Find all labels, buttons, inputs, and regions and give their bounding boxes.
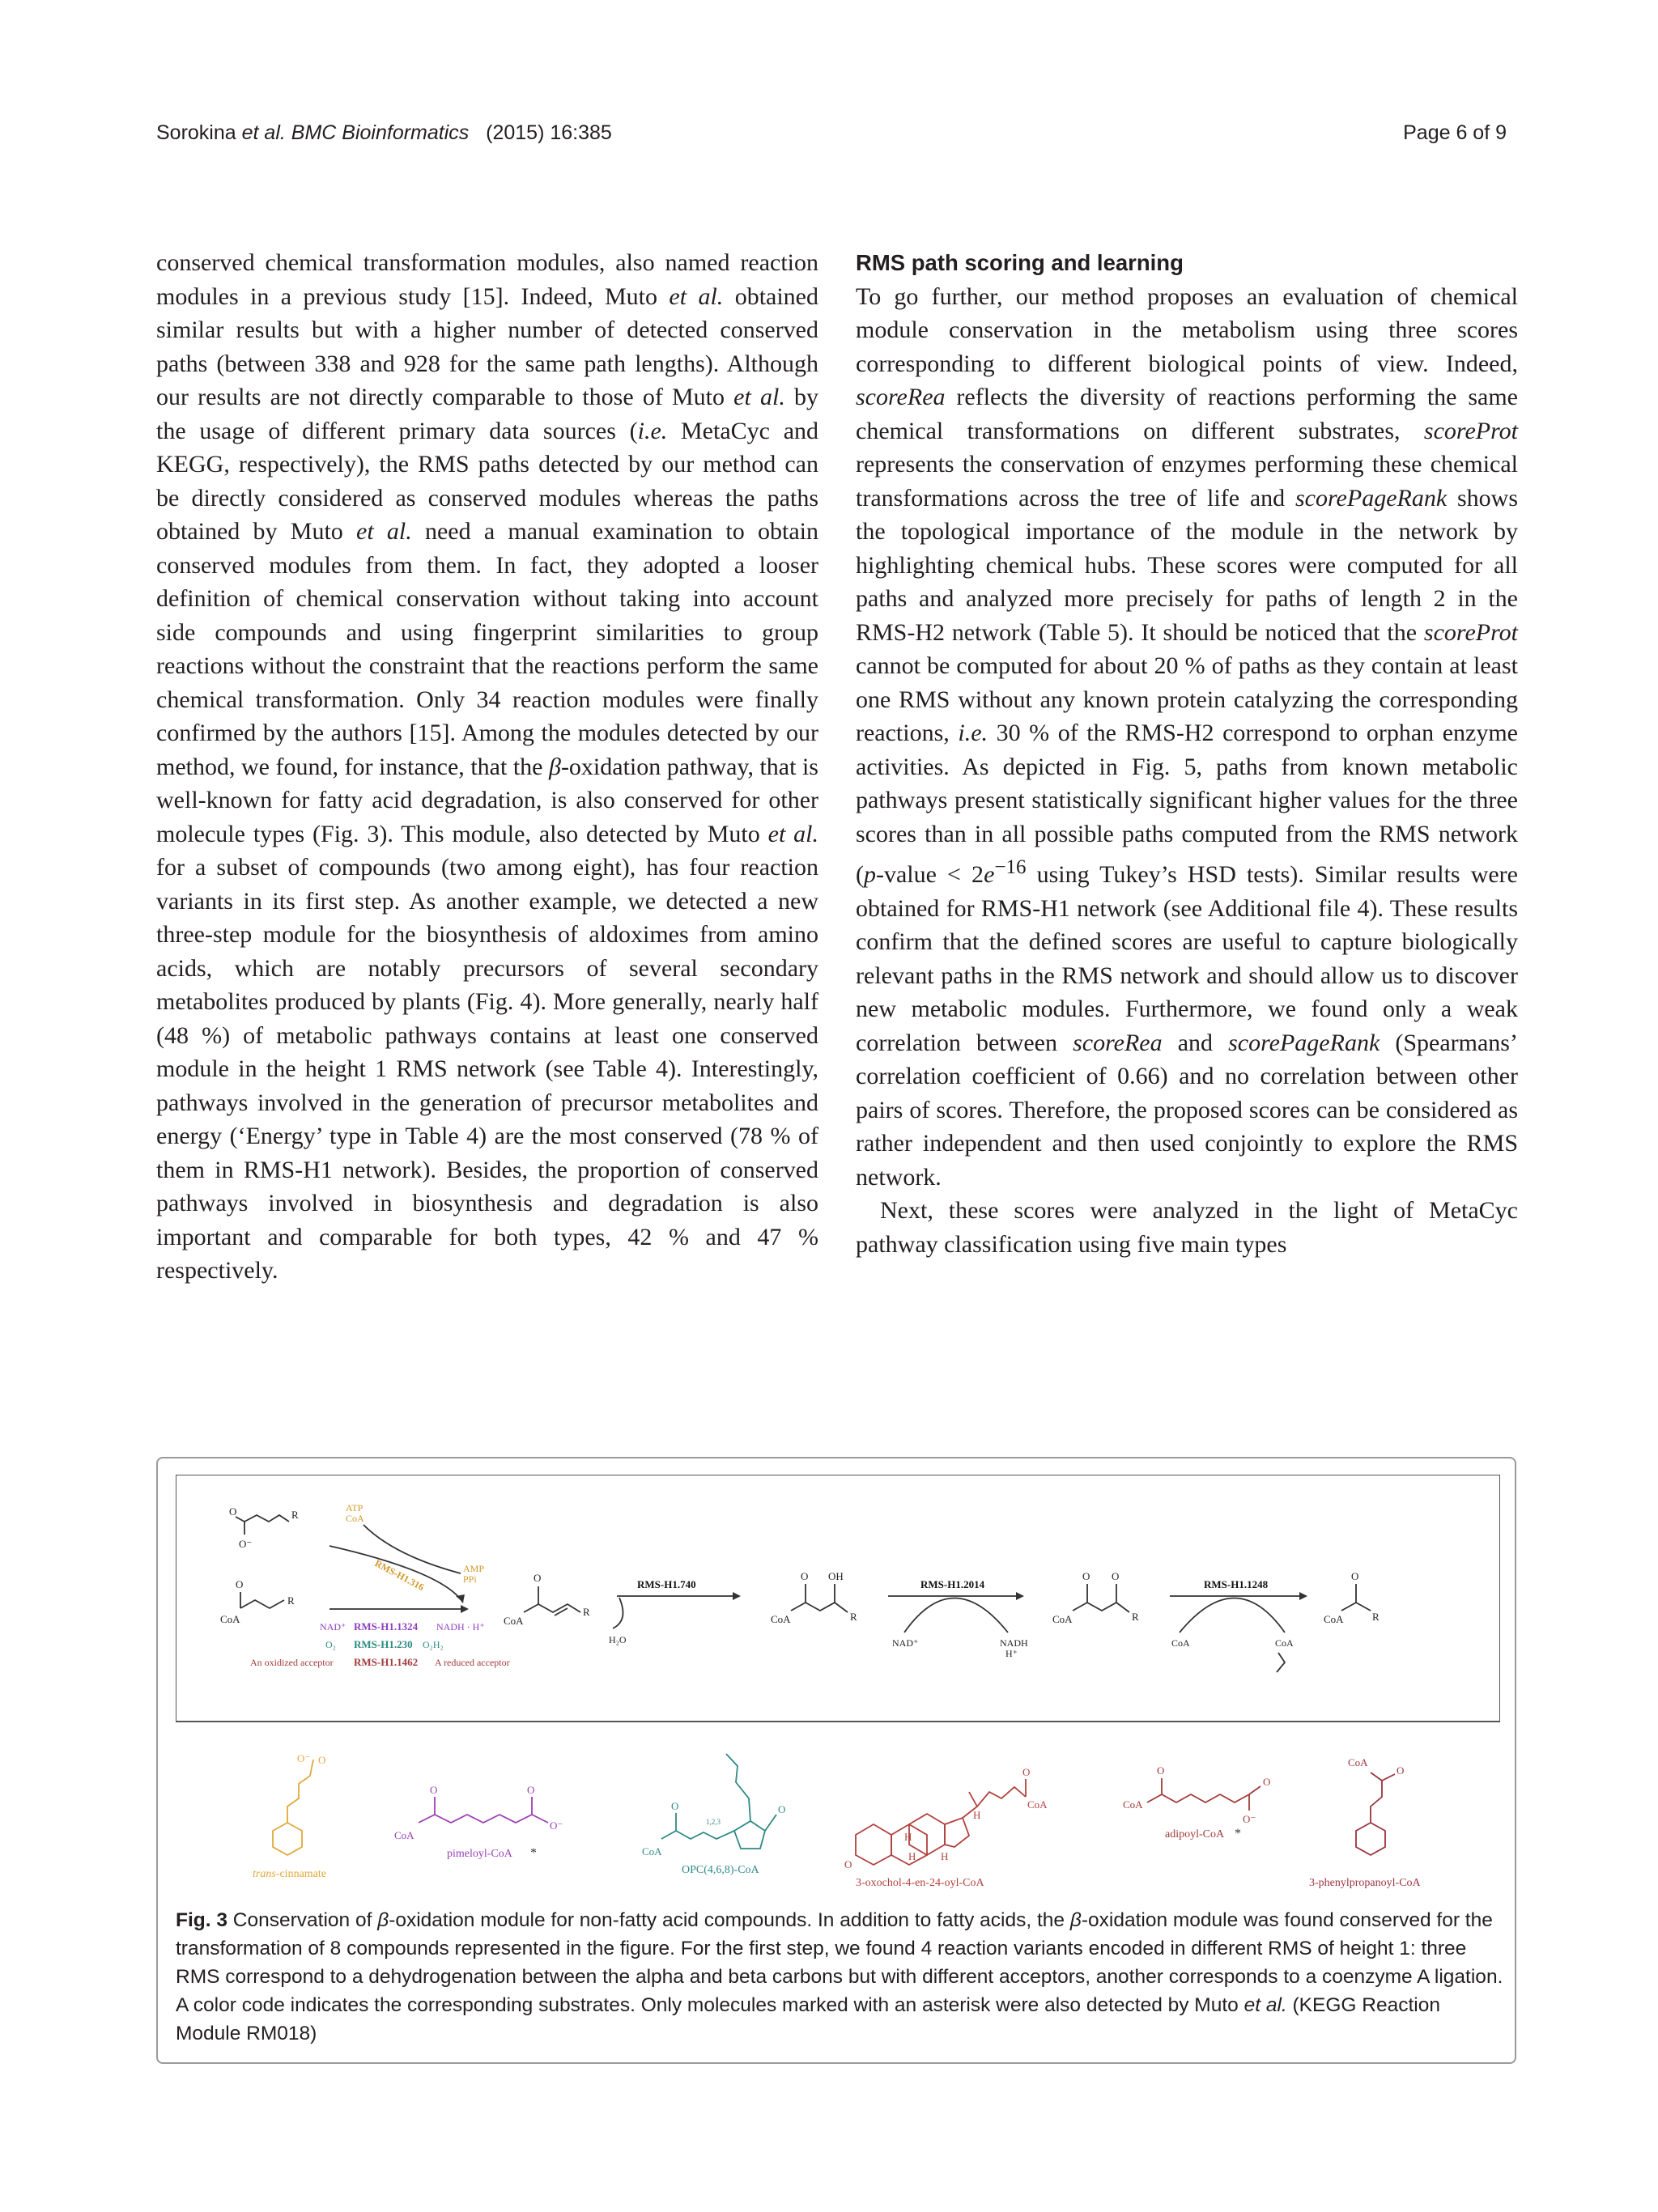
header-citation: (2015) 16:385 [486,121,612,144]
right-column [856,246,1518,1261]
left-paragraph: conserved chemical transformation modules, also named reaction modules in a previous study [15]. Indeed, Muto et al. obtained similar results but with a higher number of detected conserved paths (between 338 and 928 for the same path lengths). Although our results are not directly comparable to those of Muto et al. by the usage of different primary data sources (i.e. MetaCyc and KEGG, respectively), the RMS paths detected by our method can be directly considered as conserved modules whereas the paths obtained by Muto et al. need a manual examination to obtain conserved modules from them. In fact, they adopted a looser definition of chemical conservation without taking into account side compounds and using fingerprint similarities to group reactions without the constraint that the reactions perform the same chemical transformation. Only 34 reaction modules were finally confirmed by the authors [15]. Among the modules detected by our method, we found, for instance, that the β-oxidation pathway, that is well-known for fatty acid degradation, is also conserved for other molecule types (Fig. 3). This module, also detected by Muto et al. for a subset of compounds (two among eight), has four reaction variants in its first step. As another example, we detected a new three-step module for the biosynthesis of aldoximes from amino acids, which are notably precursors of several secondary metabolites produced by plants (Fig. 4). More generally, nearly half (48 %) of metabolic pathways contains at least one conserved module in the height 1 RMS network (see Table 4). Interestingly, pathways involved in the generation of precursor metabolites and energy (‘Energy’ type in Table 4) are the most conserved (78 % of them in RMS-H1 network). Besides, the proportion of conserved pathways involved in biosynthesis and degradation is also important and comparable for both types, 42 % and 47 % respectively. [156,249,819,1284]
oxochol-h1: H [904,1831,912,1843]
rms-h1-316-label: RMS-H1.316 [372,1557,427,1594]
enoyl-o: O [534,1572,542,1584]
oxochol-h2: H [908,1850,916,1862]
phenyl-ring [1356,1823,1385,1855]
oxochol-o2: O [1022,1766,1031,1778]
adipoyl-o2: O [1263,1776,1271,1788]
h2o-label: H₂O [609,1634,627,1645]
oxidation-cofactor-arc [904,1598,1008,1633]
opc-o2: O [778,1803,786,1815]
cinnamate-label: trans-cinnamate [253,1868,326,1880]
hydroxyacyl-coa [791,1584,848,1612]
reaction-scheme [220,1502,1380,1672]
page-number: Page 6 of 9 [1403,121,1507,144]
cinnamate-o-minus: O⁻ [297,1752,311,1764]
keto-o1: O [1082,1570,1090,1582]
compound-opc-coa [642,1754,785,1876]
pimeloyl-label: pimeloyl-CoA [447,1848,512,1860]
opc-o1: O [671,1800,679,1812]
hydroxy-r: R [850,1611,857,1623]
nad-2-label: NAD⁺ [892,1637,919,1649]
oxochol-ring-a [856,1824,891,1865]
opc-coa: CoA [642,1845,662,1857]
cinnamate-o: O [318,1754,326,1766]
amp-label: AMP [463,1563,485,1574]
thiolysis-coa-out: CoA [1275,1637,1294,1649]
nad-label: NAD⁺ [320,1621,346,1632]
rms-h1-740-label: RMS-H1.740 [637,1578,696,1590]
keto-coa: CoA [1052,1613,1073,1625]
running-header [156,121,612,145]
hydroxy-oh: OH [828,1570,844,1582]
oxochol-h4: H [973,1809,981,1821]
rms-h1-1324-label: RMS-H1.1324 [354,1620,419,1632]
compound-phenylpropanoyl-coa [1309,1756,1422,1889]
phenylpropanoyl-o: O [1397,1764,1405,1777]
h2o2-label: O₂H₂ [423,1639,444,1650]
pimeloyl-coa: CoA [394,1829,414,1841]
rms-h1-230-label: RMS-H1.230 [354,1638,413,1650]
right-paragraph-2: Next, these scores were analyzed in the light of MetaCyc pathway classification using five main types [856,1197,1518,1258]
enoyl-coa [524,1586,580,1615]
oxochol-ring-d [945,1818,969,1847]
opc-label: OPC(4,6,8)-CoA [682,1864,759,1876]
oxidized-acceptor-label: An oxidized acceptor [250,1657,334,1668]
start-o: O [229,1505,237,1518]
o2-label: O₂ [325,1639,336,1650]
nadh-label: NADH · H⁺ [436,1621,485,1632]
product-o: O [1351,1570,1359,1582]
start-r: R [291,1509,299,1521]
header-etal: et al. [241,121,286,144]
phenylpropanoyl-label: 3-phenylpropanoyl-CoA [1309,1877,1421,1889]
figure-caption: Fig. 3 Conservation of β-oxidation module for non-fatty acid compounds. In addition to fatty acids, the β-oxidation module was found conserved for the transformation of 8 compounds represented in the figure. For the first step, we found 4 reaction variants encoded in different RMS of height 1: three RMS correspond to a dehydrogenation between the alpha and beta carbons but with different acceptors, another corresponds to a coenzyme A ligation. A color code indicates the corresponding substrates. Only molecules marked with an asterisk were also detected by Muto et al. (KEGG Reaction Module RM018) [176,1909,1503,2044]
oxochol-coa: CoA [1027,1798,1048,1811]
thiolysis-coa-in: CoA [1171,1637,1190,1649]
rms-h1-2014-label: RMS-H1.2014 [920,1578,985,1590]
product-acyl-coa [1341,1584,1371,1611]
acetyl-coa-fragment [1277,1653,1285,1672]
oxochol-label: 3-oxochol-4-en-24-oyl-CoA [856,1877,984,1889]
start-o-minus: O⁻ [239,1538,253,1550]
adipoyl-asterisk: * [1235,1827,1241,1841]
adipoyl-o1: O [1157,1764,1165,1777]
product-r: R [1372,1611,1380,1623]
thiolysis-arrowhead [1299,1592,1307,1600]
figure-label: Fig. 3 [176,1909,227,1931]
keto-o2: O [1112,1570,1120,1582]
compound-pimeloyl-coa [394,1784,563,1860]
product-coa: CoA [1324,1613,1344,1625]
header-authors: Sorokina [156,121,236,144]
enoyl-r: R [583,1606,590,1618]
substrate-o: O [236,1578,244,1590]
acyl-coa-substrate [240,1592,284,1608]
dehydrogenation-arrowhead [461,1605,469,1613]
figure-3 [156,1457,1516,2064]
pimeloyl-asterisk: * [530,1846,537,1860]
rms-h1-1462-label: RMS-H1.1462 [354,1656,419,1668]
enoyl-coa-label: CoA [504,1615,524,1627]
substrate-coa: CoA [220,1613,240,1625]
oxochol-h3: H [941,1850,949,1862]
pimeloyl-o2: O [527,1784,535,1796]
atp-label: ATP [346,1502,363,1514]
cinnamoyl-start [236,1515,289,1535]
left-column [156,246,818,1288]
coa-cofactor-label: CoA [346,1513,364,1524]
rms-h1-1248-label: RMS-H1.1248 [1204,1578,1269,1590]
compound-adipoyl-coa [1123,1764,1270,1841]
ppi-label: PPi [463,1573,477,1585]
pimeloyl-o-minus: O⁻ [550,1819,563,1832]
cinnamate-ring [273,1823,302,1855]
hydration-cofactor-arc [613,1598,623,1628]
nadh-2-label: NADH [1000,1637,1028,1649]
opc-ring [734,1821,765,1849]
phenylpropanoyl-coa: CoA [1348,1756,1368,1768]
hydration-arrowhead [733,1592,741,1600]
pimeloyl-o1: O [430,1784,438,1796]
header-journal: BMC Bioinformatics [291,121,470,144]
oxidation-arrowhead [1016,1592,1024,1600]
compound-oxochol-coa [844,1766,1048,1889]
opc-repeat-label: 1,2,3 [706,1818,721,1826]
adipoyl-o-minus: O⁻ [1243,1813,1256,1825]
section-heading: RMS path scoring and learning [856,250,1184,275]
thiolysis-cofactor-arc [1180,1598,1285,1633]
substrate-r: R [287,1594,295,1607]
adipoyl-coa: CoA [1123,1798,1143,1811]
ketoacyl-coa [1073,1584,1129,1612]
hplus-label: H⁺ [1005,1648,1018,1659]
reduced-acceptor-label: A reduced acceptor [435,1657,510,1668]
keto-r: R [1132,1611,1139,1623]
right-paragraph-1: To go further, our method proposes an evaluation of chemical module conservation in the metabolism using three scores corresponding to different biological points of view. Indeed, scoreRea reflects the diversity of reactions performing the same chemical transformations on different substrates, scoreProt represents the conservation of enzymes performing these chemical transformations across the tree of life and scorePageRank shows the topological importance of the module in the network by highlighting chemical hubs. These scores were computed for all paths and analyzed more precisely for paths of length 2 in the RMS-H2 network (Table 5). It should be noticed that the scoreProt cannot be computed for about 20 % of paths as they contain at least one RMS without any known protein catalyzing the corresponding reactions, i.e. 30 % of the RMS-H2 correspond to orphan enzyme activities. As depicted in Fig. 5, paths from known metabolic pathways present statistically significant higher values for the three scores than in all possible paths computed from the RMS network (p-value < $2e^{-16}$ using Tukey’s HSD tests). Similar results were obtained for RMS-H1 network (see Additional file 4). These results confirm that the defined scores are useful to capture biologically relevant paths in the RMS network and should allow us to discover new metabolic modules. Furthermore, we found only a weak correlation between scoreRea and scorePageRank (Spearmans’ correlation coefficient of 0.66) and no correlation between other pairs of scores. Therefore, the proposed scores can be considered as rather independent and then used conjointly to explore the RMS network. [856,282,1519,1191]
hydroxy-coa: CoA [771,1613,791,1625]
compound-trans-cinnamate [253,1752,326,1880]
hydroxy-o: O [801,1570,809,1582]
oxochol-o: O [844,1858,852,1870]
beta-oxidation-figure [176,1475,1500,1896]
adipoyl-label: adipoyl-CoA [1165,1828,1225,1841]
